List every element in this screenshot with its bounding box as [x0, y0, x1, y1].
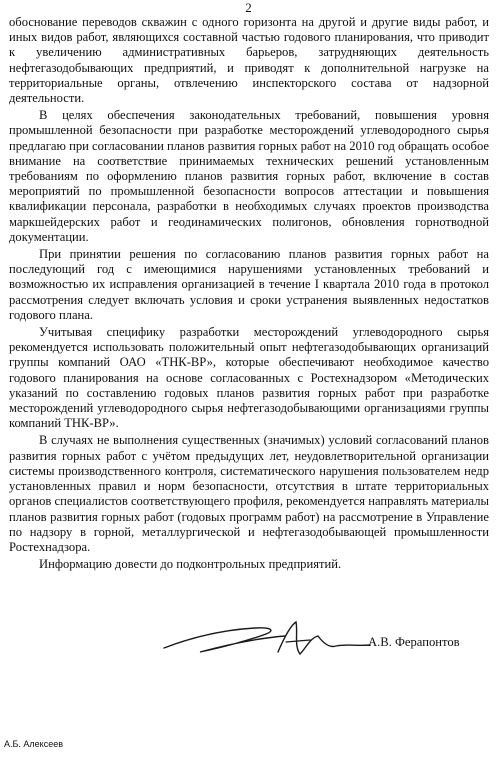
paragraph-4: Учитывая специфику разработки месторождений углеводородного сырья рекомендуется использовать положительный опыт нефтегазодобывающих организаций группы компаний ОАО «ТНК-ВР», которые обеспечивают необходимое качество годового планирования на основе согласованных с Ростехнадзором «Методических указаний по составлению годовых планов развития горных работ при разработке месторождений углеводородного сырья нефтегазодобывающими организациями группы компаний ТНК-ВР». — [9, 325, 489, 431]
paragraph-6: Информацию довести до подконтрольных предприятий. — [39, 557, 342, 572]
page-number: 2 — [245, 0, 252, 15]
signer-name: А.В. Ферапонтов — [368, 635, 460, 649]
paragraph-3: При принятии решения по согласованию планов развития горных работ на последующий год с имеющимися нарушениями установленных требований и возможностью их исправления организацией в течение I квартала 2010 года в протокол рассмотрения следует включать условия и сроки устранения выявленных недостатков годового плана. — [9, 247, 489, 322]
paragraph-2: В целях обеспечения законодательных требований, повышения уровня промышленной безопасности при разработке месторождений углеводородного сырья предлагаю при согласовании планов развития горных работ на 2010 год обращать особое внимание на соответствие принимаемых технических решений установленным требованиям по оформлению планов развития горных работ, включение в состав мероприятий по промышленной безопасности вопросов аттестации и повышения квалификации персонала, разработки в необходимых случаях проектов производства маркшейдерских работ и геодинамических полигонов, обновления горнотводной документации. — [9, 108, 489, 244]
letter-body — [9, 15, 489, 574]
signature-block — [0, 618, 497, 668]
paragraph-5: В случаях не выполнения существенных (значимых) условий согласований планов развития горных работ с учётом предыдущих лет, неудовлетворительной организации системы производственного контроля, систематического нарушения пользователем недр установленных правил и норм безопасности, отсутствия в штате территориальных органов специалистов соответствующего профиля, рекомендуется направлять материалы планов развития горных работ (годовых программ работ) на рассмотрение в Управление по надзору в горной, металлургической и нефтегазодобывающей промышленности Ростехнадзора. — [9, 433, 489, 554]
handwritten-signature — [160, 618, 380, 664]
paragraph-1: обоснование переводов скважин с одного горизонта на другой и другие виды работ, и иных видов работ, являющихся составной частью годового планирования, что приводит к увеличению административных барьеров, затрудняющих деятельность нефтегазодобывающих предприятий, и приводят к дополнительной нагрузке на территориальные органы, отвлечению инспекторского состава от надзорной деятельности. — [9, 15, 489, 106]
executor-name: А.Б. Алексеев — [4, 739, 64, 749]
